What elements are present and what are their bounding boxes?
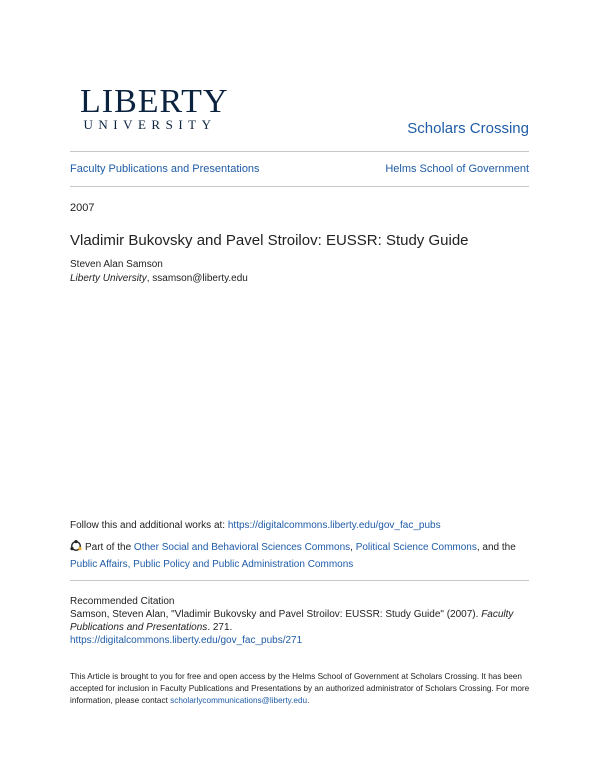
citation-text: Samson, Steven Alan, "Vladimir Bukovsky and Pavel Stroilov: EUSSR: Study Guide" (2007). <box>70 609 482 620</box>
citation-number: . 271. <box>207 622 233 633</box>
liberty-university-logo[interactable] <box>80 83 229 132</box>
divider-top <box>70 151 529 152</box>
commons-link-political-science[interactable]: Political Science Commons <box>355 542 477 553</box>
author-email: , ssamson@liberty.edu <box>146 273 248 284</box>
access-statement-text: This Article is brought to you for free and open access by the Helms School of Government at Scholars Crossing. It has been accepted for inclusion in Faculty Publications and Presentations by an authorized administrator of Scholars Crossing. For more information, please contact <box>70 672 530 705</box>
part-of-commons <box>70 539 540 573</box>
part-of-sep1: , <box>350 542 356 553</box>
follow-line <box>70 520 441 531</box>
access-statement-end: . <box>307 696 310 705</box>
author-name: Steven Alan Samson <box>70 259 163 270</box>
citation-body <box>70 608 530 647</box>
department-link[interactable]: Helms School of Government <box>385 163 529 175</box>
access-statement <box>70 671 532 707</box>
follow-lead: Follow this and additional works at: <box>70 520 228 531</box>
citation-url-link[interactable]: https://digitalcommons.liberty.edu/gov_fac_pubs/271 <box>70 635 303 646</box>
logo-subtitle: UNIVERSITY <box>83 117 217 132</box>
commons-network-icon <box>70 540 82 552</box>
site-name-link[interactable]: Scholars Crossing <box>407 120 529 137</box>
author-affiliation <box>70 273 248 284</box>
contact-email-link[interactable]: scholarlycommunications@liberty.edu <box>170 696 308 705</box>
part-of-sep2: , and the <box>476 542 516 553</box>
divider-nav <box>70 186 529 187</box>
citation-heading: Recommended Citation <box>70 596 175 607</box>
author-institution: Liberty University <box>70 273 147 284</box>
collection-url-link[interactable]: https://digitalcommons.liberty.edu/gov_fac_pubs <box>227 520 441 531</box>
publication-year: 2007 <box>70 202 95 214</box>
commons-link-public-affairs[interactable]: Public Affairs, Public Policy and Public Administration Commons <box>70 559 354 570</box>
divider-citation <box>70 580 529 581</box>
article-title: Vladimir Bukovsky and Pavel Stroilov: EUSSR: Study Guide <box>70 232 469 249</box>
commons-link-social-behavioral[interactable]: Other Social and Behavioral Sciences Commons <box>133 542 351 553</box>
citation-series: Faculty Publications and Presentations <box>70 609 514 633</box>
part-of-lead: Part of the <box>85 542 134 553</box>
logo-wordmark: LIBERTY <box>80 83 229 120</box>
series-link[interactable]: Faculty Publications and Presentations <box>70 163 260 175</box>
